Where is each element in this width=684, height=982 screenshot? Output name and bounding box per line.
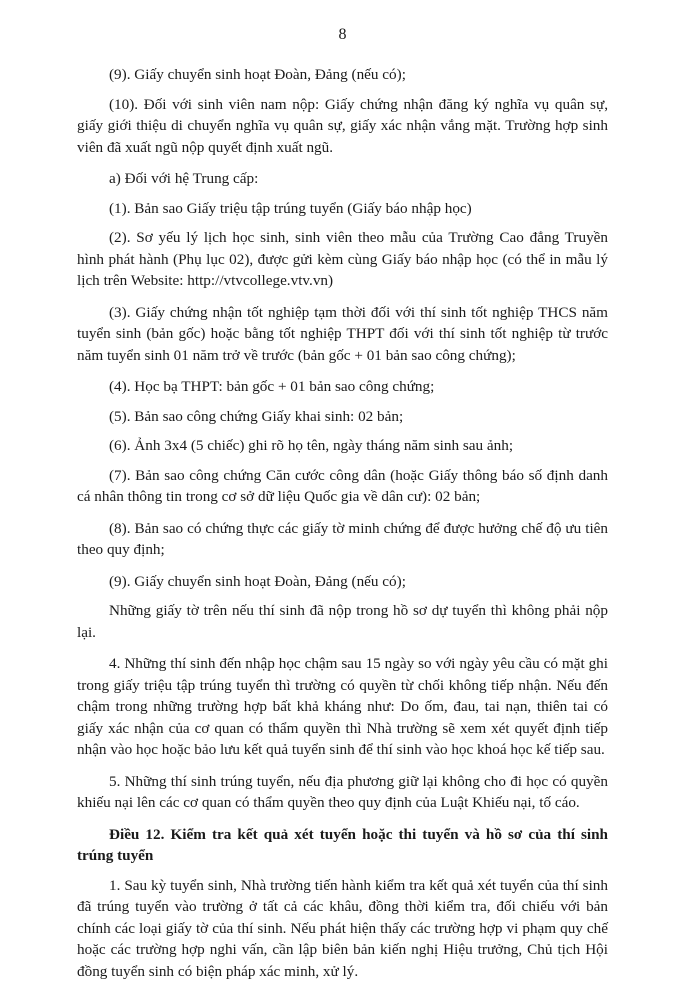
paragraph-item-4-transcript: (4). Học bạ THPT: bản gốc + 01 bản sao công chứng; <box>77 376 608 398</box>
paragraph-item-9-party-transfer: (9). Giấy chuyển sinh hoạt Đoàn, Đảng (nếu có); <box>77 64 608 86</box>
paragraph-item-6-photos: (6). Ảnh 3x4 (5 chiếc) ghi rõ họ tên, ngày tháng năm sinh sau ảnh; <box>77 435 608 457</box>
paragraph-complaint-rights: 5. Những thí sinh trúng tuyển, nếu địa phương giữ lại không cho đi học có quyền khiếu nại lên các cơ quan có thẩm quyền theo quy định của Luật Khiếu nại, tố cáo. <box>77 771 608 814</box>
section-a-intermediate-level: a) Đối với hệ Trung cấp: <box>77 168 608 190</box>
paragraph-item-5-birth-certificate: (5). Bản sao công chứng Giấy khai sinh: 02 bản; <box>77 406 608 428</box>
paragraph-late-enrollment: 4. Những thí sinh đến nhập học chậm sau 15 ngày so với ngày yêu cầu có mặt ghi trong giấy triệu tập trúng tuyển thì trường có quyền từ chối không tiếp nhận. Nếu đến chậm trong những trường hợp bất khả kháng như: Do ốm, đau, tai nạn, thiên tai có giấy xác nhận của cơ quan có thẩm quyền thì Nhà trường sẽ xem xét quyết định tiếp nhận vào học hoặc bảo lưu kết quả tuyển sinh để thí sinh vào học khoá học kế tiếp sau. <box>77 653 608 761</box>
paragraph-item-1-admission-notice: (1). Bản sao Giấy triệu tập trúng tuyển (Giấy báo nhập học) <box>77 198 608 220</box>
paragraph-item-7-citizen-id: (7). Bản sao công chứng Căn cước công dân (hoặc Giấy thông báo số định danh cá nhân thông tin trong cơ sở dữ liệu Quốc gia về dân cư): 02 bản; <box>77 465 608 508</box>
paragraph-item-3-graduation-certificate: (3). Giấy chứng nhận tốt nghiệp tạm thời đối với thí sinh tốt nghiệp THCS năm tuyển sinh (bản gốc) hoặc bằng tốt nghiệp THPT đối với thí sinh tốt nghiệp từ trước năm tuyển sinh 01 năm trở về trước (bản gốc + 01 bản sao công chứng); <box>77 302 608 367</box>
paragraph-item-8-priority-documents: (8). Bản sao có chứng thực các giấy tờ minh chứng để được hưởng chế độ ưu tiên theo quy định; <box>77 518 608 561</box>
paragraph-item-2-resume: (2). Sơ yếu lý lịch học sinh, sinh viên theo mẫu của Trường Cao đẳng Truyền hình phát hành (Phụ lục 02), được gửi kèm cùng Giấy báo nhập học (có thể in mẫu lý lịch trên Website: http://vtvcollege.vtv.vn) <box>77 227 608 292</box>
page-number: 8 <box>77 24 608 46</box>
paragraph-item-10-military-service: (10). Đối với sinh viên nam nộp: Giấy chứng nhận đăng ký nghĩa vụ quân sự, giấy giới thiệu di chuyển nghĩa vụ quân sự, giấy xác nhận vắng mặt. Trường hợp sinh viên đã xuất ngũ nộp quyết định xuất ngũ. <box>77 94 608 159</box>
article-12-heading: Điều 12. Kiểm tra kết quả xét tuyển hoặc thi tuyển và hồ sơ của thí sinh trúng tuyển <box>77 824 608 867</box>
paragraph-article-12-clause-1: 1. Sau kỳ tuyển sinh, Nhà trường tiến hành kiểm tra kết quả xét tuyển của thí sinh đã trúng tuyển vào trường ở tất cả các khâu, đồng thời kiểm tra, đối chiếu với bản chính các loại giấy tờ của thí sinh. Nếu phát hiện thấy các trường hợp vi phạm quy chế hoặc các trường hợp nghi vấn, cần lập biên bản kiến nghị Hiệu trưởng, Chủ tịch Hội đồng tuyển sinh có biện pháp xác minh, xử lý. <box>77 875 608 982</box>
paragraph-already-submitted-note: Những giấy tờ trên nếu thí sinh đã nộp trong hồ sơ dự tuyển thì không phải nộp lại. <box>77 600 608 643</box>
paragraph-item-9-party-transfer-repeat: (9). Giấy chuyển sinh hoạt Đoàn, Đảng (nếu có); <box>77 571 608 593</box>
